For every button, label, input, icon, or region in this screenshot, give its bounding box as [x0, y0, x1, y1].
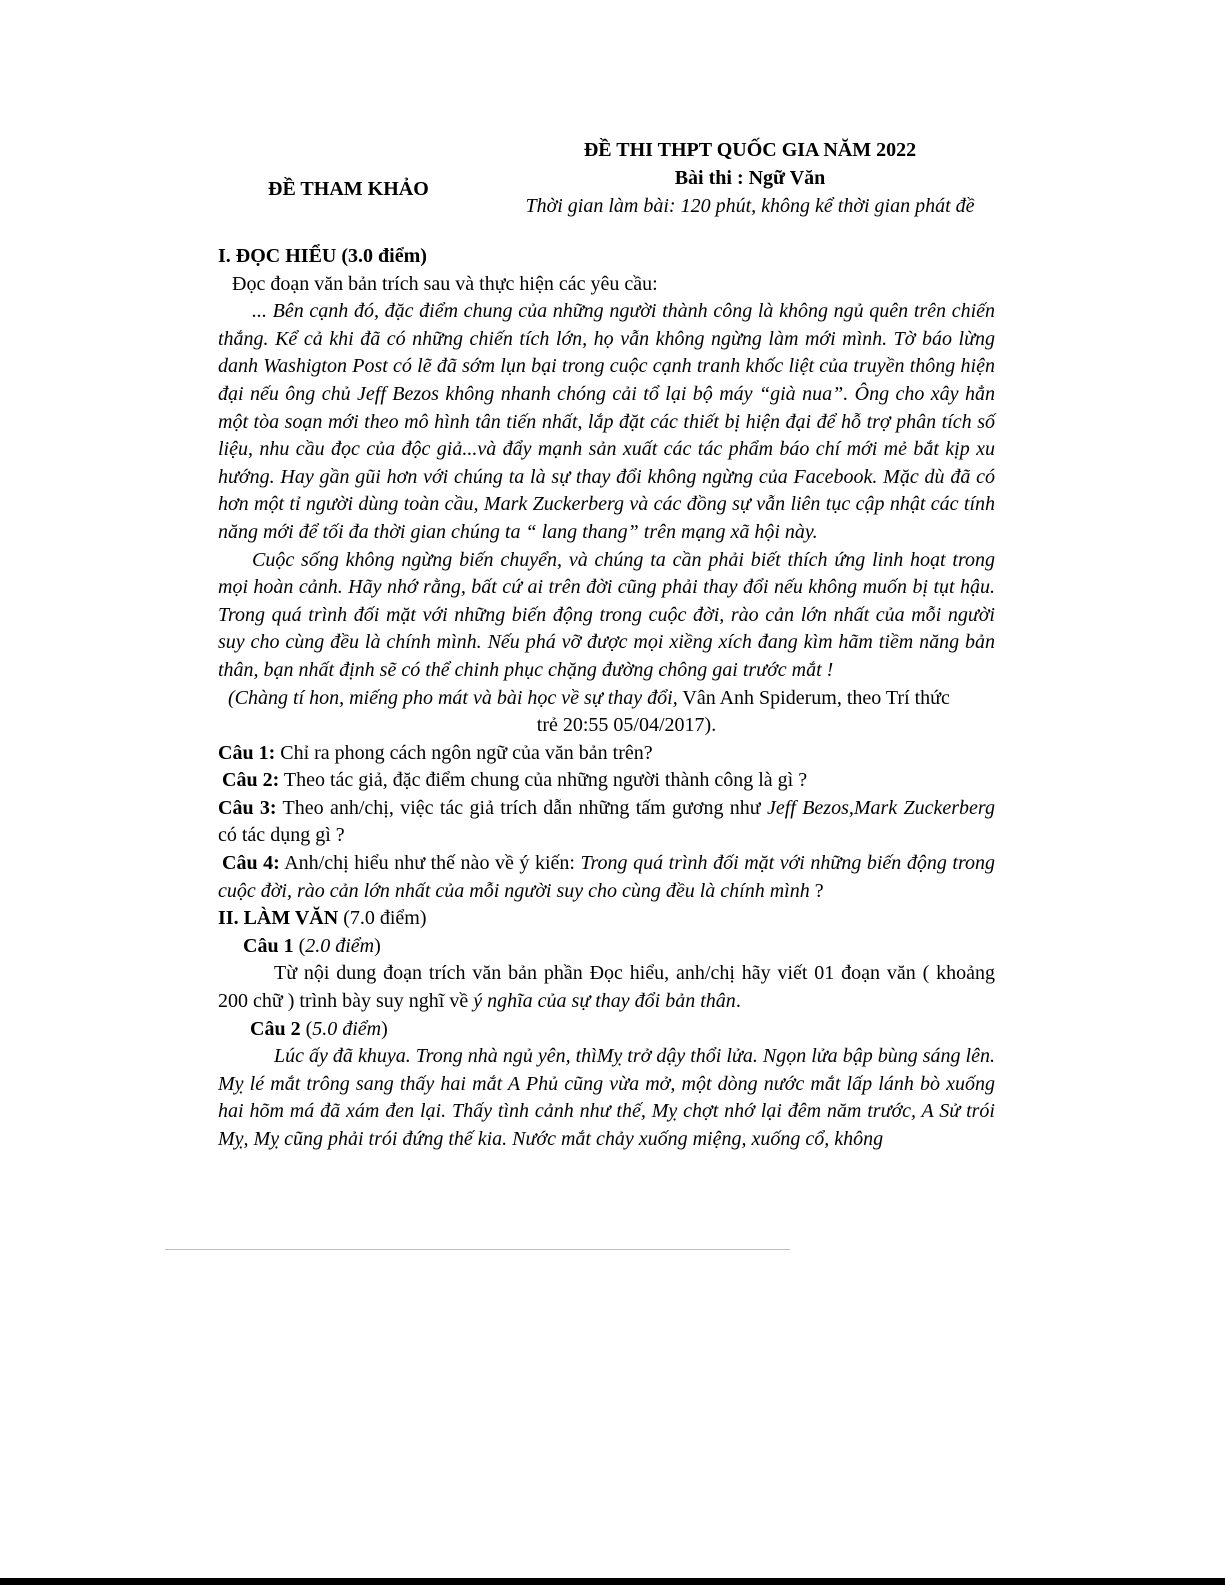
essay-question-1-text: [218, 960, 995, 1015]
passage-source: [218, 685, 995, 713]
essay-question-1-points: 2.0 điểm: [305, 934, 375, 957]
essay-question-1-prompt: Từ nội dung đoạn trích văn bản phần Đọc hiểu, anh/chị hãy viết 01 đoạn văn ( khoảng 200 chữ ) trình bày suy nghĩ về: [218, 962, 995, 1013]
question-4-quote: Trong quá trình đối mặt với những biến động trong cuộc đời, rào cản lớn nhất của mỗi người suy cho cùng đều là chính mình: [218, 852, 995, 902]
exam-body: [218, 243, 995, 1154]
essay-question-2-label: Câu 2: [250, 1017, 301, 1040]
essay-question-1-end: .: [735, 990, 741, 1013]
exam-subject: Bài thi : Ngữ Văn: [674, 167, 826, 189]
question-4-end: ?: [809, 879, 824, 902]
question-3-names: Jeff Bezos,Mark Zuckerberg: [766, 796, 995, 819]
paren-close: ): [374, 934, 381, 957]
reading-instruction: Đọc đoạn văn bản trích sau và thực hiện các yêu cầu:: [232, 272, 658, 295]
essay-question-1-label: Câu 1: [243, 934, 294, 957]
essay-question-2-passage: Lúc ấy đã khuya. Trong nhà ngủ yên, thìMỵ trở dậy thổi lửa. Ngọn lửa bập bùng sáng lên. Mỵ lé mắt trông sang thấy hai mắt A Phủ cũng vừa mở, một dòng nước mắt lấp lánh bò xuống hai hõm má đã xám đen lại. Thấy tình cảnh như thế, Mỵ chợt nhớ lại đêm năm trước, A Sử trói Mỵ, Mỵ cũng phải trói đứng thế kia. Nước mắt chảy xuống miệng, xuống cổ, không: [218, 1045, 995, 1150]
exam-title: ĐỀ THI THPT QUỐC GIA NĂM 2022: [583, 139, 917, 161]
question-4-text: Anh/chị hiểu như thế nào về ý kiến:: [279, 852, 581, 875]
question-2: [218, 767, 995, 795]
reading-passage-2: Cuộc sống không ngừng biến chuyển, và chúng ta cần phải biết thích ứng linh hoạt trong mọi hoàn cảnh. Hãy nhớ rằng, bất cứ ai trên đời cũng phải thay đổi nếu không muốn bị tụt hậu. Trong quá trình đối mặt với những biến động trong cuộc đời, rào cản lớn nhất của mỗi người suy cho cùng đều là chính mình. Nếu phá vỡ được mọi xiềng xích đang kìm hãm tiềm năng bản thân, bạn nhất định sẽ có thể chinh phục chặng đường chông gai trước mắt !: [218, 548, 995, 681]
essay-question-2-points: 5.0 điểm: [312, 1017, 382, 1040]
passage-source-date: trẻ 20:55 05/04/2017).: [536, 714, 717, 737]
question-4-label: Câu 4:: [222, 852, 280, 875]
paren-open: (: [293, 934, 306, 957]
essay-question-1-topic: ý nghĩa của sự thay đổi bản thân: [473, 990, 736, 1013]
source-author: Vân Anh Spiderum, theo Trí thức: [677, 686, 950, 709]
exam-header: [505, 136, 995, 220]
essay-question-2-heading: [218, 1016, 995, 1044]
question-1-label: Câu 1:: [218, 741, 276, 764]
question-1: [218, 740, 995, 768]
footer-divider: [165, 1249, 790, 1250]
section-heading-reading: I. ĐỌC HIỂU (3.0 điểm): [218, 245, 427, 267]
reference-label: ĐỀ THAM KHẢO: [268, 178, 429, 200]
paren-open: (: [300, 1017, 313, 1040]
writing-heading-label: II. LÀM VĂN: [218, 907, 339, 930]
exam-time: Thời gian làm bài: 120 phút, không kể thời gian phát đề: [525, 195, 975, 217]
question-3-label: Câu 3:: [218, 796, 277, 819]
question-2-text: Theo tác giả, đặc điểm chung của những người thành công là gì ?: [279, 769, 808, 792]
question-3: [218, 795, 995, 850]
reading-passage-1: ... Bên cạnh đó, đặc điểm chung của những người thành công là không ngủ quên trên chiến thắng. Kể cả khi đã có những chiến tích lớn, họ vẫn không ngừng làm mới mình. Tờ báo lừng danh Washigton Post có lẽ đã sớm lụn bại trong cuộc cạnh tranh khốc liệt của truyền thông hiện đại nếu ông chủ Jeff Bezos không nhanh chóng cải tổ lại bộ máy “già nua”. Ông cho xây hẳn một tòa soạn mới theo mô hình tân tiến nhất, lắp đặt các thiết bị hiện đại để hỗ trợ phân tích số liệu, nhu cầu đọc của độc giả...và đẩy mạnh sản xuất các tác phẩm báo chí mới mẻ bắt kịp xu hướng. Hay gần gũi hơn với chúng ta là sự thay đổi không ngừng của Facebook. Mặc dù đã có hơn một tỉ người dùng toàn cầu, Mark Zuckerberg và các đồng sự vẫn liên tục cập nhật các tính năng mới để tối đa thời gian chúng ta “ lang thang” trên mạng xã hội này.: [218, 300, 995, 543]
source-title: (Chàng tí hon, miếng pho mát và bài học về sự thay đổi,: [228, 686, 678, 709]
question-3-end: có tác dụng gì ?: [218, 824, 345, 847]
bottom-border: [0, 1578, 1225, 1585]
paren-close: ): [381, 1017, 388, 1040]
writing-heading-points: (7.0 điểm): [338, 907, 427, 930]
essay-question-1-heading: [218, 933, 995, 961]
question-2-label: Câu 2:: [222, 769, 280, 792]
question-1-text: Chỉ ra phong cách ngôn ngữ của văn bản trên?: [275, 741, 653, 764]
question-4: [218, 850, 995, 905]
question-3-text: Theo anh/chị, việc tác giả trích dẫn những tấm gương như: [276, 796, 767, 819]
section-heading-writing: [218, 905, 995, 933]
